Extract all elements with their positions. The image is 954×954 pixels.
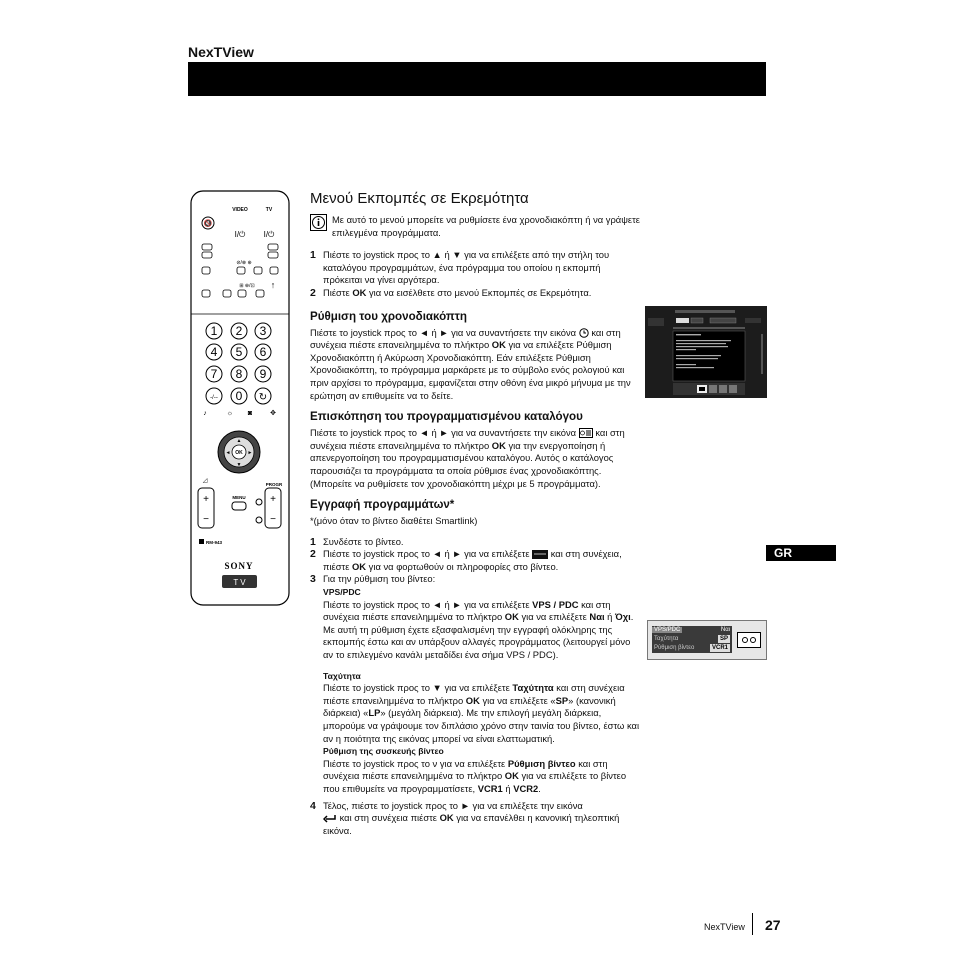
- page-number: 27: [765, 917, 781, 933]
- key-0: 0: [235, 389, 243, 403]
- vps-subheading: VPS/PDC: [323, 587, 361, 598]
- tv-badge: T V: [233, 578, 246, 587]
- speed-row: Ταχύτητα SP: [654, 636, 728, 642]
- svg-text:►: ►: [247, 450, 253, 456]
- speed-subheading: Ταχύτητα: [323, 670, 361, 681]
- vcr-select-row: Ρύθμιση βίντεο VCR1: [654, 645, 728, 651]
- timer-heading: Ρύθμιση του χρονοδιακόπτη: [310, 309, 468, 323]
- overview-paragraph: Πιέστε το joystick προς το ◄ ή ► για να συναντήσετε την εικόνα και στη συνέχεια πιέστε επανειλημμένα το πλήκτρο OK για την ενεργοποίηση ή απενεργοποίηση του προγραμματισμένου καταλόγου. Αυτός ο κατάλογος παρουσιάζει τα προγράμματα τα οποία ρύθμισε ένας χρονοδιακόπτης. (Μπορείτε να ρυθμίσετε τον χρονοδιακόπτη μέχρι με 5 προγράμματα).: [310, 427, 625, 489]
- smartlink-note: *(μόνο όταν το βίντεο διαθέτει Smartlink): [310, 515, 478, 527]
- clock-icon: [579, 328, 589, 338]
- sony-logo: SONY: [224, 561, 254, 571]
- footer-section-label: NexTView: [704, 922, 745, 932]
- svg-text:◿: ◿: [202, 478, 208, 484]
- record-step-1: 1 Συνδέστε το βίντεο.: [310, 535, 404, 548]
- svg-text:+: +: [203, 494, 209, 505]
- remote-model: RM-943: [206, 540, 223, 545]
- svg-text:I/⏻: I/⏻: [263, 230, 275, 239]
- speed-value: SP: [719, 636, 728, 642]
- svg-text:▲: ▲: [236, 438, 242, 444]
- vps-pdc-value: Ναι: [720, 627, 730, 633]
- record-step-4: 4 Τέλος, πιέστε το joystick προς το ► για να επιλέξετε την εικόνα και στη συνέχεια πιέστε OK για να επανέλθει η κανονική τηλεοπτική εικόνα.: [310, 799, 620, 836]
- tv-label: TV: [265, 207, 273, 213]
- language-tab: GR: [766, 545, 836, 561]
- vcr-settings-panel: [647, 620, 767, 660]
- return-icon: [323, 814, 337, 823]
- svg-text:▼: ▼: [236, 462, 242, 468]
- vcr-value: VCR1: [711, 645, 728, 651]
- svg-text:↻: ↻: [258, 392, 268, 403]
- info-icon: [310, 214, 327, 231]
- svg-text:+: +: [270, 494, 276, 505]
- video-label: VIDEO: [232, 207, 248, 213]
- record-step-2: 2 Πιέστε το joystick προς το ◄ ή ► για να επιλέξετε και στη συνέχεια, πιέστε OK για να φορτωθούν οι πληροφορίες στο βίντεο.: [310, 548, 622, 572]
- step-2: 2 Πιέστε OK για να εισέλθετε στο μενού Εκπομπές σε Εκρεμότητα.: [310, 286, 592, 299]
- speed-paragraph: Πιέστε το joystick προς το ▼ για να επιλέξετε Ταχύτητα και στη συνέχεια πιέστε επανειλημμένα το πλήκτρο OK για να επιλέξετε «SP» (κανονική διάρκεια) «LP» (μεγάλη διάρκεια). Με την επιλογή μεγάλη διάρκεια, μπορούμε να γράψουμε τον διπλάσιο χρόνο στην ταινία του βίντεο, έστω και αν η ποιότητα της εικόνας μπορεί να είναι ελαττωματική.: [323, 682, 640, 744]
- main-content: [310, 190, 640, 837]
- intro-paragraph: [310, 214, 640, 239]
- overview-heading: Επισκόπηση του προγραμματισμένου καταλόγου: [310, 410, 583, 424]
- vps-paragraph: Πιέστε το joystick προς το ◄ ή ► για να επιλέξετε VPS / PDC και στη συνέχεια πιέστε επανειλημμένα το πλήκτρο OK για να επιλέξετε Ναι ή Όχι. Με αυτή τη ρύθμιση έχετε εξασφαλισμένη την εγγραφή ολόκληρης της εκπομπής έστω και αν υπάρξουν αλλαγές προγράμματος (λειτουργεί μόνο αν το επιλεγμένο κανάλι μεταδίδει ένα σήμα VPS / PDC).: [323, 598, 634, 661]
- record-step-3: 3 Για την ρύθμιση του βίντεο:: [310, 573, 436, 586]
- menu-label: MENU: [232, 495, 246, 500]
- key-7: 7: [210, 367, 218, 381]
- key-dash: -/--: [210, 395, 218, 401]
- svg-text:☼: ☼: [226, 410, 234, 417]
- key-5: 5: [235, 345, 243, 359]
- key-2: 2: [235, 324, 243, 338]
- svg-text:♪: ♪: [203, 410, 207, 417]
- svg-text:−: −: [270, 514, 276, 525]
- key-9: 9: [259, 367, 267, 381]
- key-3: 3: [259, 324, 267, 338]
- progr-label: PROGR: [265, 482, 283, 487]
- svg-text:◙: ◙: [247, 410, 253, 417]
- key-6: 6: [259, 345, 267, 359]
- key-4: 4: [210, 345, 218, 359]
- ok-label: OK: [235, 450, 243, 456]
- intro-text: Με αυτό το μενού μπορείτε να ρυθμίσετε ένα χρονοδιακόπτη ή να γράψετε επιλεγμένα προγράμματα.: [332, 214, 640, 238]
- svg-text:−: −: [203, 514, 209, 525]
- step-1: 1 Πιέστε το joystick προς το ▲ ή ▼ για να επιλέξετε από την στήλη του καταλόγου προγραμμάτων, ένα πρόγραμμα του οποίου η εκπομπή πρόκειται να γίνει αργότερα.: [310, 249, 610, 286]
- svg-text:⊞ ⊕/⊡: ⊞ ⊕/⊡: [239, 283, 255, 289]
- timer-list-icon: [579, 428, 593, 438]
- svg-text:I/⏻: I/⏻: [234, 230, 246, 239]
- vcr-subheading: Ρύθμιση της συσκευής βίντεο: [323, 746, 444, 757]
- svg-text:⊘/⊗ ⊕: ⊘/⊗ ⊕: [236, 260, 252, 266]
- vcr-icon: [532, 550, 548, 559]
- svg-text:🔇: 🔇: [203, 220, 213, 228]
- vcr-cassette-icon: [737, 632, 761, 648]
- svg-text:↑: ↑: [270, 280, 276, 290]
- page-title: Μενού Εκπομπές σε Εκρεμότητα: [310, 190, 529, 207]
- remote-control-illustration: [190, 190, 290, 606]
- svg-text:✥: ✥: [270, 410, 276, 417]
- record-heading: Εγγραφή προγραμμάτων*: [310, 498, 455, 512]
- vcr-paragraph: Πιέστε το joystick προς το ν για να επιλέξετε Ρύθμιση βίντεο και στη συνέχεια πιέστε επανειλημμένα το πλήκτρο OK για να επιλέξετε το βίντεο που επιθυμείτε να προγραμματίσετε, VCR1 ή VCR2.: [323, 757, 627, 794]
- footer-divider: [752, 913, 753, 935]
- timer-paragraph: Πιέστε το joystick προς το ◄ ή ► για να συναντήσετε την εικόνα και στη συνέχεια πιέστε επανειλημμένα το πλήκτρο OK για να επιλέξετε Ρύθμιση Χρονοδιακόπτη ή Ακύρωση Χρονοδιακόπτη. Εάν επιλέξετε Ρύθμιση Χρονοδιακόπτη, το πρόγραμμα μαρκάρετε με το σύμβολο ενός ρολογιού και πριν αρχίσει το πρόγραμμα, εμφανίζεται στην οθόνη ένα μικρό μήνυμα με την ερώτηση αν επιθυμείτε να το δείτε.: [310, 326, 631, 401]
- tv-menu-screenshot: [645, 306, 767, 398]
- header-bar: [188, 62, 766, 96]
- svg-text:◄: ◄: [225, 450, 231, 456]
- key-8: 8: [235, 367, 243, 381]
- vps-pdc-row: [652, 626, 732, 634]
- key-1: 1: [210, 324, 218, 338]
- vps-pdc-label: VPS/PDC: [654, 627, 681, 633]
- section-title: NexTView: [188, 44, 254, 60]
